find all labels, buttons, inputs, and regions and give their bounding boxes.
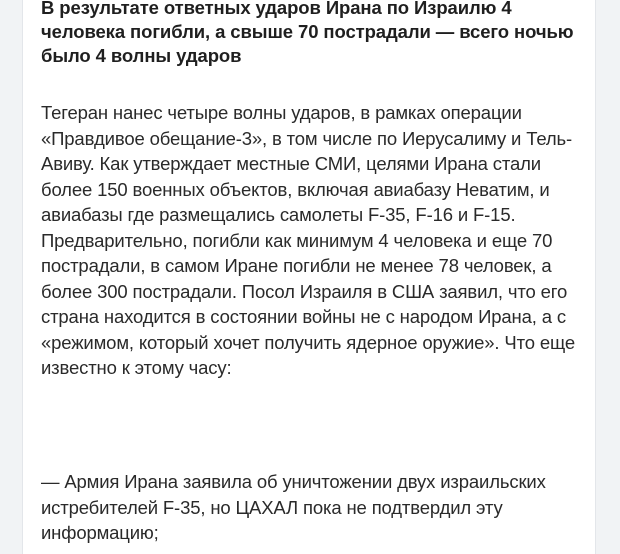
- post-paragraph-list-item: — Армия Ирана заявила об уничтожении двух израильских истребителей F-35, но ЦАХАЛ пока не подтвердил эту информацию;: [41, 471, 546, 543]
- post-headline: В результате ответных ударов Ирана по Израилю 4 человека погибли, а свыше 70 пострадали — всего ночью было 4 волны ударов: [41, 0, 574, 66]
- post-card: [22, 0, 596, 554]
- headline-block: [41, 0, 586, 68]
- post-paragraph-main: Тегеран нанес четыре волны ударов, в рамках операции «Правдивое обещание-3», в том числе по Иерусалиму и Тель-Авиву. Как утверждает местные СМИ, целями Ирана стали более 150 военных объектов, включая авиабазу Неватим, и авиабазы где размещались самолеты F-35, F-16 и F-15. Предварительно, погибли как минимум 4 человека и еще 70 пострадали, в самом Иране погибли не менее 78 человек, а более 300 пострадали. Посол Израиля в США заявил, что его страна находится в состоянии войны не с народом Ирана, а с «режимом, который хочет получить ядерное оружие». Что еще известно к этому часу:: [41, 102, 575, 378]
